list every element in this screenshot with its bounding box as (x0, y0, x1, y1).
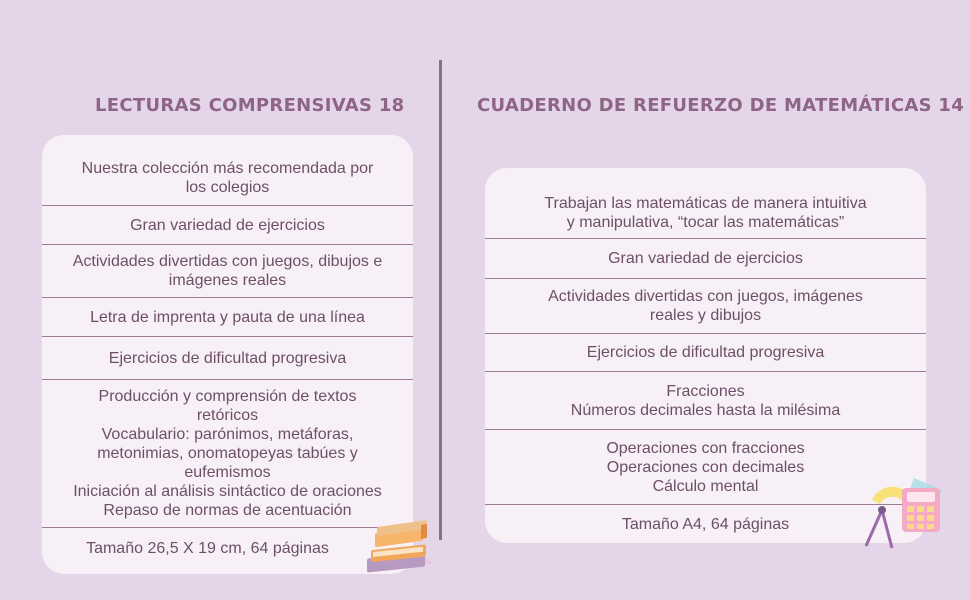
feature-row (485, 430, 926, 504)
column-divider (439, 60, 442, 540)
feature-text: Ejercicios de dificultad progresiva (586, 344, 825, 361)
feature-text: Producción y comprensión de textos retóricos Vocabulario: parónimos, metáforas, metonimias, onomatopeyas tabúes y eufemismos Iniciación al análisis sintáctico de oraciones Repaso de normas de acentuación (73, 388, 382, 519)
feature-text: Letra de imprenta y pauta de una línea (90, 308, 365, 326)
feature-row (42, 151, 413, 205)
lecturas-feature-card (42, 135, 413, 574)
feature-row (42, 380, 413, 527)
feature-text: Operaciones con fracciones Operaciones con decimales Cálculo mental (606, 439, 805, 495)
feature-text: Fracciones Números decimales hasta la milésima (570, 382, 841, 419)
feature-row (485, 372, 926, 429)
feature-row (485, 334, 926, 371)
feature-text: Tamaño A4, 64 páginas (621, 515, 790, 533)
feature-text: Tamaño 26,5 X 19 cm, 64 páginas (86, 539, 329, 557)
feature-text: Actividades divertidas con juegos, dibujos e imágenes reales (72, 253, 383, 289)
feature-text: Nuestra colección más recomendada por los colegios (81, 160, 374, 196)
feature-text: Gran variedad de ejercicios (130, 216, 325, 234)
feature-row (42, 206, 413, 244)
feature-row (485, 239, 926, 278)
feature-row (485, 279, 926, 333)
feature-row (42, 337, 413, 379)
feature-text: Gran variedad de ejercicios (608, 250, 803, 267)
math-tools-icon (862, 470, 947, 552)
feature-text: Ejercicios de dificultad progresiva (108, 349, 347, 367)
feature-row (42, 298, 413, 336)
feature-row (485, 505, 926, 543)
feature-text: Actividades divertidas con juegos, imágenes reales y dibujos (548, 288, 863, 324)
matematicas-feature-card (485, 168, 926, 543)
feature-row (42, 245, 413, 297)
feature-row (485, 188, 926, 238)
left-title: LECTURAS COMPRENSIVAS 18 (95, 95, 405, 116)
right-title: CUADERNO DE REFUERZO DE MATEMÁTICAS 14 (477, 95, 965, 116)
books-icon (363, 515, 438, 577)
feature-text: Trabajan las matemáticas de manera intuitiva y manipulativa, “tocar las matemáticas” (544, 195, 867, 231)
feature-row (42, 528, 413, 568)
